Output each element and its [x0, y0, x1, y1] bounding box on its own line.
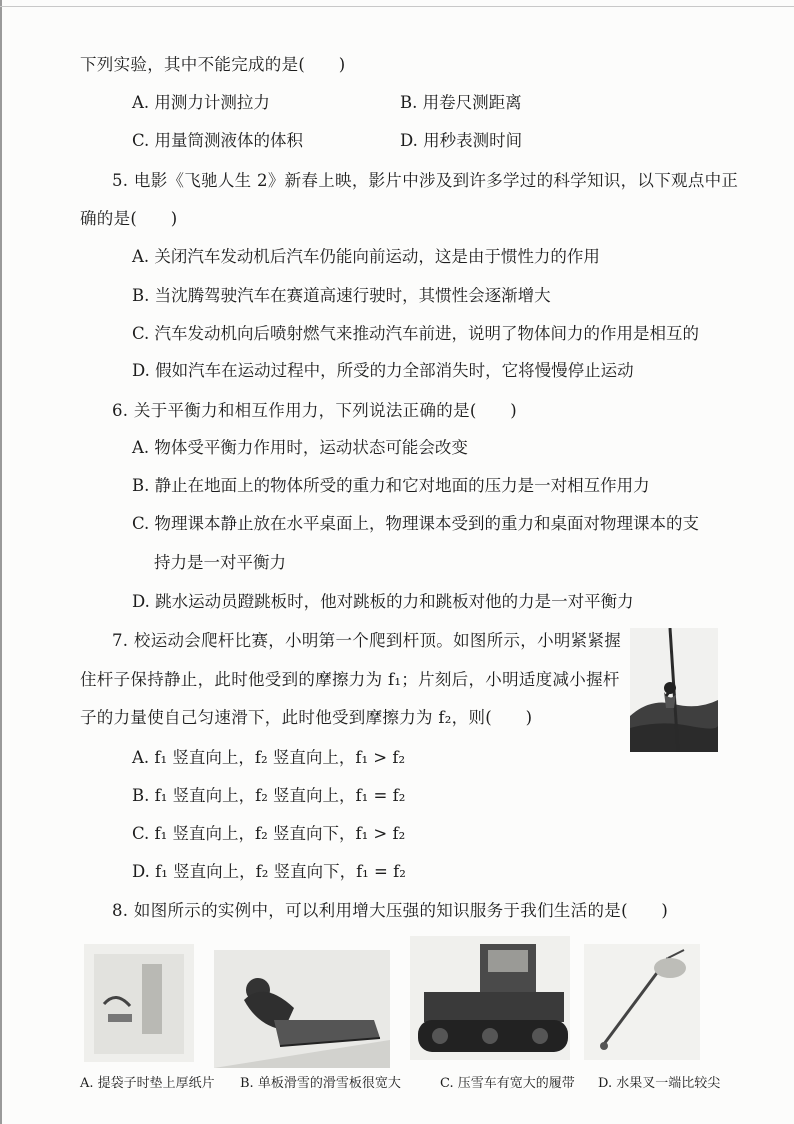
q7-option-d[interactable]: D. f₁ 竖直向上，f₂ 竖直向下，f₁ = f₂: [132, 862, 406, 881]
q8-caption-d[interactable]: D. 水果叉一端比较尖: [598, 1076, 721, 1091]
q5-option-c[interactable]: C. 汽车发动机向后喷射燃气来推动汽车前进，说明了物体间力的作用是相互的: [132, 324, 700, 343]
q8-caption-c[interactable]: C. 压雪车有宽大的履带: [440, 1076, 575, 1091]
page-left-border: [0, 0, 2, 1124]
q6-option-c[interactable]: C. 物理课本静止放在水平桌面上，物理课本受到的重力和桌面对物理课本的支: [132, 514, 700, 533]
q7-stem-line3: 子的力量使自己匀速滑下，此时他受到摩擦力为 f₂，则( ): [80, 708, 533, 727]
q7-stem-line2: 住杆子保持静止，此时他受到的摩擦力为 f₁；片刻后，小明适度减小握杆: [80, 670, 620, 689]
q6-option-b[interactable]: B. 静止在地面上的物体所受的重力和它对地面的压力是一对相互作用力: [132, 476, 650, 495]
q4-option-d[interactable]: D. 用秒表测时间: [400, 131, 523, 150]
page-top-edge: [0, 6, 794, 7]
q6-option-c-cont: 持力是一对平衡力: [154, 553, 286, 572]
q4-option-c[interactable]: C. 用量筒测液体的体积: [132, 131, 304, 150]
q4-stem: 下列实验，其中不能完成的是( ): [80, 55, 346, 74]
snowboard-photo: [214, 950, 390, 1068]
q5-option-b[interactable]: B. 当沈腾驾驶汽车在赛道高速行驶时，其惯性会逐渐增大: [132, 286, 551, 305]
bag-paper-photo: [84, 944, 194, 1062]
q7-option-b[interactable]: B. f₁ 竖直向上，f₂ 竖直向上，f₁ = f₂: [132, 786, 406, 805]
q5-option-a[interactable]: A. 关闭汽车发动机后汽车仍能向前运动，这是由于惯性力的作用: [132, 247, 600, 266]
q8-caption-b[interactable]: B. 单板滑雪的滑雪板很宽大: [240, 1076, 401, 1091]
fruit-fork-photo: [584, 944, 700, 1060]
q7-option-a[interactable]: A. f₁ 竖直向上，f₂ 竖直向上，f₁ > f₂: [132, 748, 406, 767]
q5-option-d[interactable]: D. 假如汽车在运动过程中，所受的力全部消失时，它将慢慢停止运动: [132, 361, 634, 380]
q7-option-c[interactable]: C. f₁ 竖直向上，f₂ 竖直向下，f₁ > f₂: [132, 824, 406, 843]
q5-stem-line1: 5. 电影《飞驰人生 2》新春上映，影片中涉及到许多学过的科学知识，以下观点中正: [112, 171, 739, 190]
snow-groomer-photo: [410, 936, 570, 1060]
pole-climbing-photo: [630, 628, 718, 752]
q6-stem: 6. 关于平衡力和相互作用力，下列说法正确的是( ): [112, 401, 517, 420]
q5-stem-line2: 确的是( ): [80, 209, 178, 228]
q4-option-b[interactable]: B. 用卷尺测距离: [400, 93, 522, 112]
q6-option-d[interactable]: D. 跳水运动员蹬跳板时，他对跳板的力和跳板对他的力是一对平衡力: [132, 592, 634, 611]
q7-stem-line1: 7. 校运动会爬杆比赛，小明第一个爬到杆顶。如图所示，小明紧紧握: [112, 631, 622, 650]
q4-option-a[interactable]: A. 用测力计测拉力: [132, 93, 270, 112]
q8-stem: 8. 如图所示的实例中，可以利用增大压强的知识服务于我们生活的是( ): [112, 901, 669, 920]
q6-option-a[interactable]: A. 物体受平衡力作用时，运动状态可能会改变: [132, 438, 468, 457]
q8-caption-a[interactable]: A. 提袋子时垫上厚纸片: [80, 1076, 215, 1091]
